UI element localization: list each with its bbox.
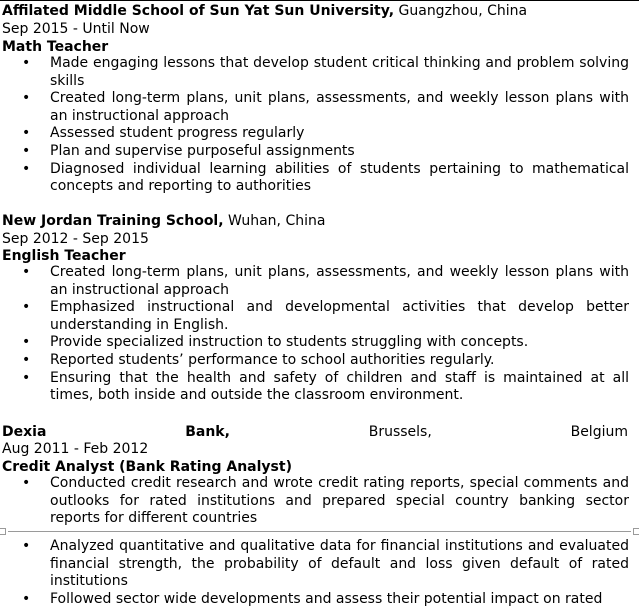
duties-list — [0, 55, 629, 196]
duty-text: Reported students’ performance to school authorities regularly. — [50, 351, 495, 368]
duty-item — [0, 475, 629, 528]
duty-item — [0, 264, 629, 299]
bullet-icon: • — [22, 264, 31, 280]
employer-name-suffix: Bank, — [185, 424, 230, 440]
duty-text: Provide specialized instruction to students struggling with concepts. — [50, 334, 529, 351]
duty-text: Plan and supervise purposeful assignments — [50, 142, 355, 159]
employer-name: Affilated Middle School of Sun Yat Sun University, — [2, 3, 395, 19]
duty-text: Conducted credit research and wrote credit rating reports, special comments and outlooks for rated institutions and prepared special country banking sector reports for different countries — [50, 475, 629, 527]
duty-item — [0, 352, 629, 370]
job-title: Math Teacher — [2, 39, 109, 55]
bullet-icon: • — [22, 351, 31, 368]
duty-item — [0, 161, 629, 196]
duty-text: Followed sector wide developments and assess their potential impact on rated — [50, 590, 603, 607]
duty-item — [0, 538, 629, 591]
duty-item — [0, 90, 629, 125]
employer-country: Belgium — [570, 424, 628, 440]
duty-item — [0, 334, 629, 352]
duty-text: Ensuring that the health and safety of children and staff is maintained at all times, both inside and outside the classroom environment. — [50, 369, 629, 404]
duty-text: Assessed student progress regularly — [50, 125, 305, 142]
job-header — [2, 423, 628, 441]
duty-text: Created long-term plans, unit plans, assessments, and weekly lesson plans with an instructional approach — [50, 90, 629, 124]
bullet-icon: • — [22, 538, 31, 554]
bullet-icon: • — [22, 55, 31, 71]
bullet-icon: • — [22, 475, 31, 491]
employer-location: Wuhan, China — [223, 213, 326, 229]
page-break-line — [8, 531, 631, 532]
duty-item — [0, 143, 629, 161]
duty-item — [0, 125, 629, 143]
duty-item — [0, 370, 629, 405]
duties-list — [0, 475, 629, 528]
duty-text: Emphasized instructional and developmental activities that develop better understanding in English. — [50, 299, 629, 333]
bullet-icon: • — [22, 90, 31, 107]
bullet-icon: • — [22, 334, 31, 351]
duties-list-continued — [0, 538, 629, 608]
employer-location: Guangzhou, China — [394, 3, 528, 19]
employer-name: Dexia — [2, 424, 47, 440]
duty-item — [0, 55, 629, 90]
top-rule — [0, 0, 639, 1]
page-corner-right — [633, 528, 639, 535]
duties-list — [0, 264, 629, 405]
job-title: Credit Analyst (Bank Rating Analyst) — [2, 459, 292, 475]
job-header — [2, 2, 527, 20]
bullet-icon: • — [22, 125, 31, 142]
duty-text: Created long-term plans, unit plans, assessments, and weekly lesson plans with an instructional approach — [50, 264, 629, 298]
bullet-icon: • — [22, 299, 31, 316]
duty-text: Diagnosed individual learning abilities of students pertaining to mathematical concepts and reporting to authorities — [50, 160, 629, 195]
bullet-icon: • — [22, 160, 31, 177]
employer-city: Brussels, — [368, 424, 432, 440]
job-header — [2, 212, 325, 230]
job-dates: Sep 2015 - Until Now — [2, 21, 150, 37]
duty-item — [0, 591, 629, 609]
bullet-icon: • — [22, 590, 31, 607]
employer-name: New Jordan Training School, — [2, 213, 224, 229]
duty-text: Made engaging lessons that develop student critical thinking and problem solving skills — [50, 55, 629, 89]
bullet-icon: • — [22, 142, 31, 159]
duty-text: Analyzed quantitative and qualitative data for financial institutions and evaluated financial strength, the probability of default and loss given default of rated institutions — [50, 538, 629, 590]
job-title: English Teacher — [2, 248, 126, 264]
duty-item — [0, 299, 629, 334]
job-dates: Aug 2011 - Feb 2012 — [2, 441, 149, 457]
page-corner-left — [0, 528, 6, 535]
bullet-icon: • — [22, 369, 31, 386]
job-dates: Sep 2012 - Sep 2015 — [2, 231, 149, 247]
